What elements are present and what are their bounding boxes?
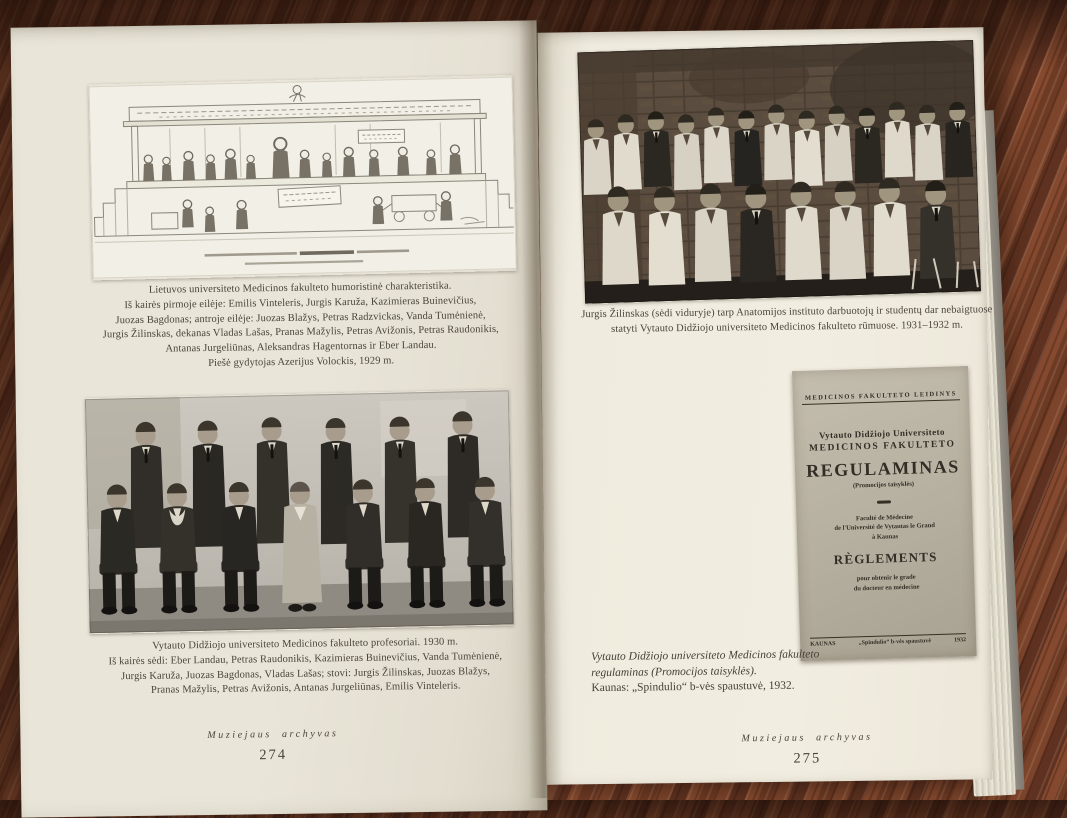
caption-line: Iš kairės sėdi: Eber Landau, Petras Raudonikis, Kazimieras Buinevičius, Vanda Tumėnienė, xyxy=(108,650,503,668)
running-title: Muziejaus archyvas xyxy=(207,728,339,742)
regulaminas-cover xyxy=(792,366,977,661)
cover-french-line: pour obtenir le grade xyxy=(856,573,916,583)
imprint-year: 1932 xyxy=(954,637,967,644)
sign-board-right xyxy=(358,129,404,143)
page-number: 274 xyxy=(259,746,288,764)
cover-faculty-line: MEDICINOS FAKULTETO xyxy=(808,439,956,454)
caption-line: Jurgis Karuža, Juozas Bagdonas, Vladas Lašas; stovi: Jurgis Žilinskas, Juozas Blažys, xyxy=(121,665,491,682)
left-page-footer xyxy=(20,726,525,768)
cover-french-title: RÈGLEMENTS xyxy=(833,548,938,568)
caption-line: Pranas Mažylis, Petras Avižonis, Antanas Jurgeliūnas, Emilis Vinteleris. xyxy=(150,680,461,697)
imprint-city: KAUNAS xyxy=(810,641,836,648)
right-page xyxy=(537,27,992,784)
right-page-footer xyxy=(606,730,1008,770)
caption-line: Jurgis Žilinskas, dekanas Vladas Lašas, Pranas Mažylis, Petras Avižonis, Petras Raudonikis, xyxy=(102,324,499,341)
cover-ornament xyxy=(877,500,891,503)
running-title: Muziejaus archyvas xyxy=(741,731,873,745)
cover-series-banner: MEDICINOS FAKULTETO LEIDINYS xyxy=(802,390,960,405)
caption-line: Vytauto Didžiojo universiteto Medicinos fakulteto profesoriai. 1930 m. xyxy=(152,636,459,652)
regulaminas-caption xyxy=(591,647,822,696)
professors-photo-drawing xyxy=(85,389,514,634)
cover-french-line: Faculté de Médecine xyxy=(855,513,914,522)
cover-french-line: de l'Université de Vytautas le Grand xyxy=(834,522,936,533)
anatomy-caption xyxy=(577,303,997,338)
banner-center xyxy=(278,186,341,208)
caricature-photo xyxy=(88,75,516,281)
cover-university-line: Vytauto Didžiojo Universiteto xyxy=(818,426,945,441)
cover-imprint xyxy=(810,633,966,648)
caption-line: Antanas Jurgeliūnas, Aleksandras Hagentornas ir Eber Landau. xyxy=(165,339,437,355)
caption-line: Iš kairės pirmoje eilėje: Emilis Vinteleris, Jurgis Karuža, Kazimieras Buinevičius, xyxy=(124,295,477,311)
caricature-caption xyxy=(44,278,557,374)
caption-line: Lietuvos universiteto Medicinos fakulteto humoristinė charakteristika. xyxy=(148,280,452,296)
cover-subtitle: (Promocijos taisyklės) xyxy=(852,480,915,490)
cover-french-line: à Kaunas xyxy=(871,532,899,541)
cover-french-line: du docteur en médecine xyxy=(853,583,920,592)
caption-line: Juozas Bagdonas; antroje eilėje: Juozas Blažys, Petras Radzvickas, Vanda Tumėnienė, xyxy=(115,309,486,326)
anatomy-photo-drawing xyxy=(577,40,981,304)
anatomy-group-photo xyxy=(577,40,981,304)
professors-photo xyxy=(85,389,514,634)
professors-caption xyxy=(49,634,562,700)
left-page xyxy=(11,20,548,817)
imprint-printer: „Spindulio“ b-vės spaustuvė xyxy=(858,638,932,647)
caption-line: Jurgis Žilinskas (sėdi viduryje) tarp Anatomijos instituto darbuotojų ir studentų dar nebaigtuose xyxy=(581,304,993,321)
caption-line: regulaminas (Promocijos taisyklės). xyxy=(591,664,757,679)
caption-line: Piešė gydytojas Azerijus Volockis, 1929 m. xyxy=(208,355,395,369)
caption-line: Vytauto Didžiojo universiteto Medicinos fakulteto xyxy=(590,648,820,664)
caption-line: statyti Vytauto Didžiojo universiteto Medicinos fakulteto rūmuose. 1931–1932 m. xyxy=(611,319,964,335)
caricature-drawing xyxy=(88,75,516,281)
page-number: 275 xyxy=(793,750,822,767)
cover-title: REGULAMINAS xyxy=(805,456,961,481)
caption-line: Kaunas: „Spindulio“ b-vės spaustuvė, 1932. xyxy=(591,679,795,695)
